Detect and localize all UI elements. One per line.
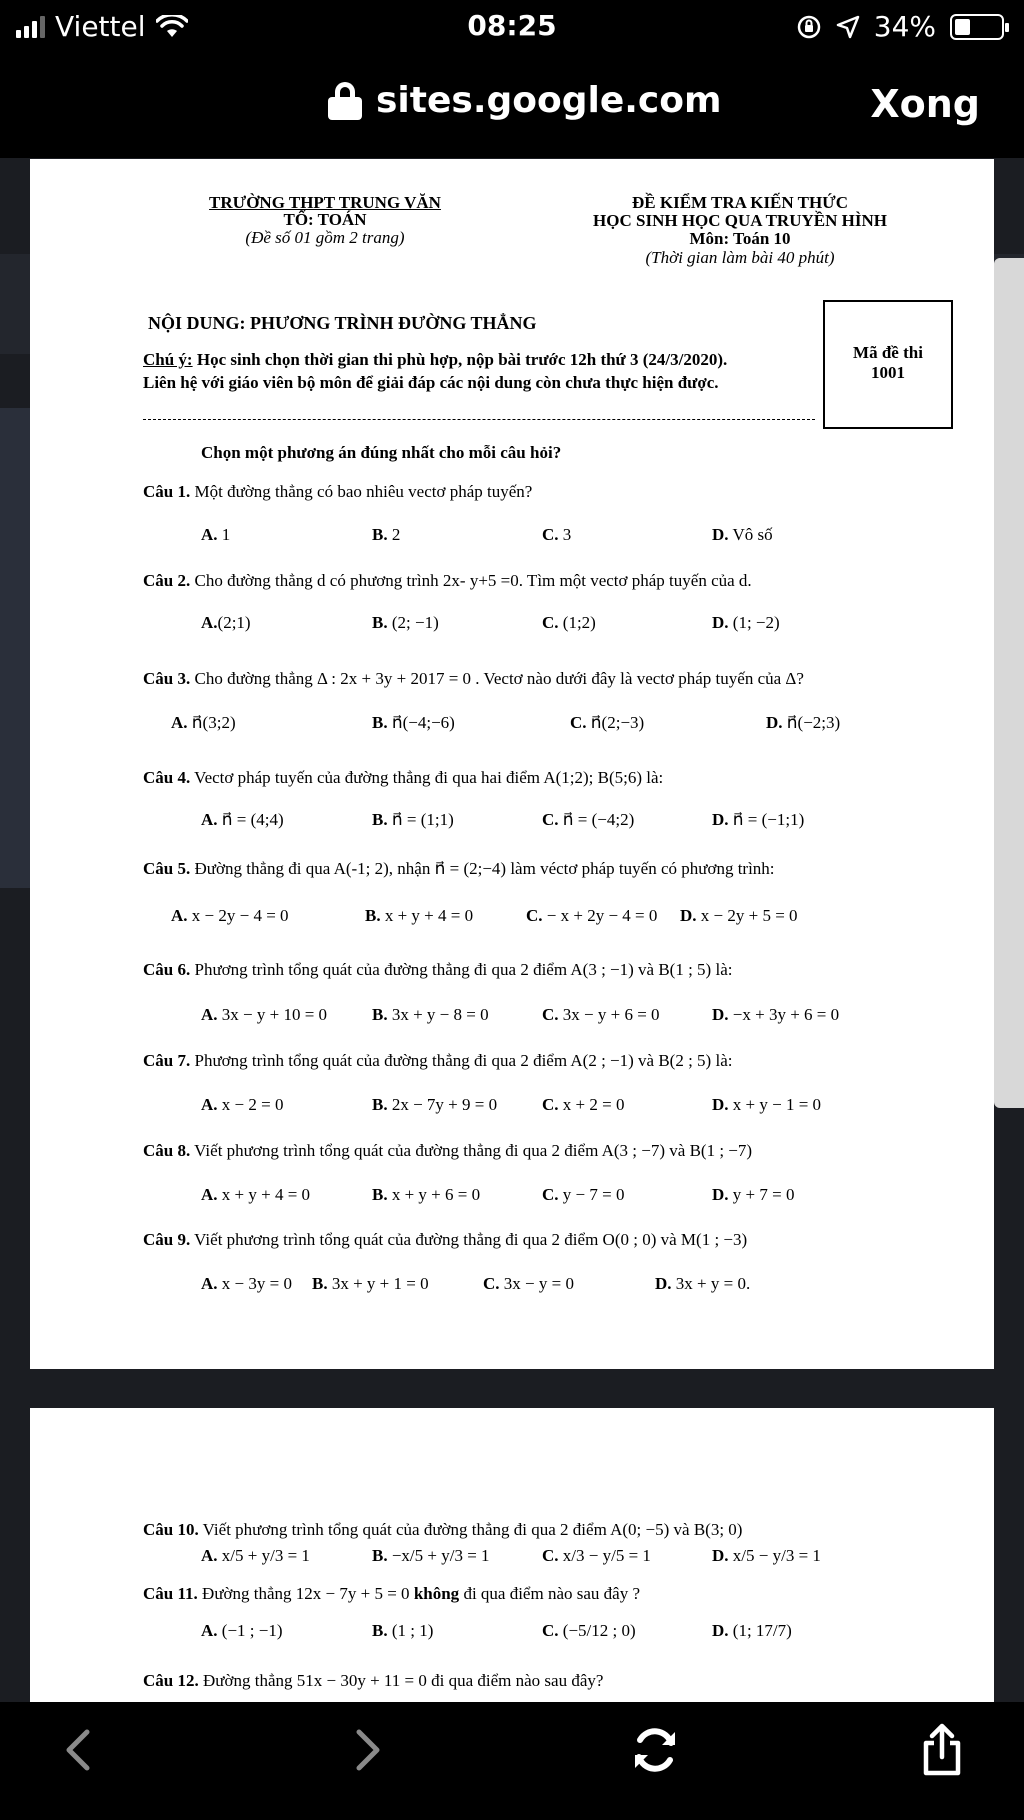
question-7-option-a: A. x − 2 = 0 <box>201 1095 284 1114</box>
question-5-option-d: D. x − 2y + 5 = 0 <box>680 906 798 925</box>
question-2: Câu 2. Cho đường thẳng d có phương trình 2x- y+5 =0. Tìm một vectơ pháp tuyến của d. <box>143 571 752 590</box>
battery-percent: 34% <box>873 10 936 43</box>
question-3-option-a: A. n⃗(3;2) <box>171 713 236 732</box>
status-bar <box>0 0 1024 54</box>
question-10-option-c: C. x/3 − y/5 = 1 <box>542 1546 651 1565</box>
question-4-option-c: C. n⃗ = (−4;2) <box>542 810 635 829</box>
exam-code-value: 1001 <box>871 363 905 382</box>
back-button[interactable] <box>18 1702 138 1798</box>
exam-code-box <box>823 300 953 429</box>
content-heading: NỘI DUNG: PHƯƠNG TRÌNH ĐƯỜNG THẲNG <box>148 313 537 333</box>
web-content[interactable] <box>0 158 1024 1702</box>
question-3: Câu 3. Cho đường thẳng Δ : 2x + 3y + 2017 = 0 . Vectơ nào dưới đây là vectơ pháp tuyến của Δ? <box>143 669 804 688</box>
question-9-option-c: C. 3x − y = 0 <box>483 1274 574 1293</box>
url-display[interactable] <box>328 80 722 121</box>
question-8-option-c: C. y − 7 = 0 <box>542 1185 625 1204</box>
question-5-option-a: A. x − 2y − 4 = 0 <box>171 906 289 925</box>
question-11-option-b: B. (1 ; 1) <box>372 1621 434 1640</box>
share-button[interactable] <box>882 1702 1002 1798</box>
chevron-left-icon <box>63 1728 93 1772</box>
question-6-option-d: D. −x + 3y + 6 = 0 <box>712 1005 840 1024</box>
orientation-lock-icon <box>796 14 822 40</box>
pages-note: (Đề số 01 gồm 2 trang) <box>245 228 405 247</box>
school-name: TRƯỜNG THPT TRUNG VĂN <box>209 193 441 212</box>
question-9-option-a: A. x − 3y = 0 <box>201 1274 292 1293</box>
reload-icon <box>628 1723 682 1777</box>
url-text: sites.google.com <box>376 80 722 121</box>
question-1-option-c: C. 3 <box>542 525 572 544</box>
done-button[interactable]: Xong <box>870 82 980 126</box>
question-2-option-d: D. (1; −2) <box>712 613 780 632</box>
question-2-option-b: B. (2; −1) <box>372 613 439 632</box>
clock: 08:25 <box>467 9 557 42</box>
reload-button[interactable] <box>595 1702 715 1798</box>
exam-title-line-1: ĐỀ KIỂM TRA KIẾN THỨC <box>631 193 848 212</box>
question-3-option-b: B. n⃗(−4;−6) <box>372 713 455 732</box>
question-10-option-a: A. x/5 + y/3 = 1 <box>201 1546 310 1565</box>
question-10-option-d: D. x/5 − y/3 = 1 <box>712 1546 821 1565</box>
question-2-option-a: A.(2;1) <box>201 613 251 632</box>
browser-toolbar <box>0 1702 1024 1820</box>
question-8-option-a: A. x + y + 4 = 0 <box>201 1185 311 1204</box>
question-11: Câu 11. Đường thẳng 12x − 7y + 5 = 0 không đi qua điểm nào sau đây ? <box>143 1584 640 1603</box>
question-4-option-b: B. n⃗ = (1;1) <box>372 810 454 829</box>
address-bar <box>0 54 1024 158</box>
divider <box>143 419 815 420</box>
question-3-option-c: C. n⃗(2;−3) <box>570 713 645 732</box>
question-10: Câu 10. Viết phương trình tổng quát của đường thẳng đi qua 2 điểm A(0; −5) và B(3; 0) <box>143 1520 743 1539</box>
home-indicator <box>362 1808 662 1814</box>
question-6-option-a: A. 3x − y + 10 = 0 <box>201 1005 328 1024</box>
subject: Môn: Toán 10 <box>689 229 791 248</box>
duration: (Thời gian làm bài 40 phút) <box>645 248 835 267</box>
document-page-2 <box>30 1408 994 1702</box>
note-line-2: Liên hệ với giáo viên bộ môn để giải đáp các nội dung còn chưa thực hiện được. <box>143 373 719 392</box>
document-page-1 <box>30 159 994 1369</box>
forward-button[interactable] <box>308 1702 428 1798</box>
exam-code-label: Mã đề thi <box>853 343 923 362</box>
question-6-option-c: C. 3x − y + 6 = 0 <box>542 1005 660 1024</box>
question-1: Câu 1. Một đường thẳng có bao nhiêu vectơ pháp tuyến? <box>143 482 533 501</box>
question-4-option-d: D. n⃗ = (−1;1) <box>712 810 805 829</box>
question-9-option-d: D. 3x + y = 0. <box>655 1274 751 1293</box>
question-1-option-d: D. Vô số <box>712 525 773 544</box>
question-8-option-b: B. x + y + 6 = 0 <box>372 1185 481 1204</box>
share-icon <box>920 1723 964 1777</box>
question-6-option-b: B. 3x + y − 8 = 0 <box>372 1005 489 1024</box>
exam-title-line-2: HỌC SINH HỌC QUA TRUYỀN HÌNH <box>593 211 887 230</box>
lock-icon <box>328 82 362 120</box>
question-8-option-d: D. y + 7 = 0 <box>712 1185 795 1204</box>
question-11-option-c: C. (−5/12 ; 0) <box>542 1621 636 1640</box>
question-8: Câu 8. Viết phương trình tổng quát của đường thẳng đi qua 2 điểm A(3 ; −7) và B(1 ; −7) <box>143 1141 753 1160</box>
instruction: Chọn một phương án đúng nhất cho mỗi câu hỏi? <box>201 443 562 462</box>
battery-icon <box>950 14 1004 40</box>
question-9-option-b: B. 3x + y + 1 = 0 <box>312 1274 429 1293</box>
note-line-1: Chú ý: Học sinh chọn thời gian thi phù hợp, nộp bài trước 12h thứ 3 (24/3/2020). <box>143 350 728 369</box>
question-11-option-a: A. (−1 ; −1) <box>201 1621 283 1640</box>
question-7-option-c: C. x + 2 = 0 <box>542 1095 625 1114</box>
location-icon <box>836 15 860 39</box>
carrier-name: Viettel <box>55 10 146 43</box>
question-5-option-c: C. − x + 2y − 4 = 0 <box>526 906 658 925</box>
question-4: Câu 4. Vectơ pháp tuyến của đường thẳng đi qua hai điểm A(1;2); B(5;6) là: <box>143 768 664 787</box>
department: TỔ: TOÁN <box>283 210 367 229</box>
question-11-option-d: D. (1; 17/7) <box>712 1621 792 1640</box>
question-12: Câu 12. Đường thẳng 51x − 30y + 11 = 0 đi qua điểm nào sau đây? <box>143 1671 604 1690</box>
question-1-option-b: B. 2 <box>372 525 401 544</box>
question-4-option-a: A. n⃗ = (4;4) <box>201 810 284 829</box>
question-2-option-c: C. (1;2) <box>542 613 596 632</box>
question-7: Câu 7. Phương trình tổng quát của đường thẳng đi qua 2 điểm A(2 ; −1) và B(2 ; 5) là: <box>143 1051 733 1070</box>
question-1-option-a: A. 1 <box>201 525 231 544</box>
scroll-indicator <box>994 258 1024 1108</box>
chevron-right-icon <box>353 1728 383 1772</box>
question-3-option-d: D. n⃗(−2;3) <box>766 713 841 732</box>
question-6: Câu 6. Phương trình tổng quát của đường thẳng đi qua 2 điểm A(3 ; −1) và B(1 ; 5) là: <box>143 960 733 979</box>
question-7-option-b: B. 2x − 7y + 9 = 0 <box>372 1095 498 1114</box>
question-7-option-d: D. x + y − 1 = 0 <box>712 1095 822 1114</box>
question-5: Câu 5. Đường thẳng đi qua A(-1; 2), nhận n⃗ = (2;−4) làm véctơ pháp tuyến có phương trình: <box>143 859 775 878</box>
question-5-option-b: B. x + y + 4 = 0 <box>365 906 474 925</box>
question-9: Câu 9. Viết phương trình tổng quát của đường thẳng đi qua 2 điểm O(0 ; 0) và M(1 ; −3) <box>143 1230 748 1249</box>
question-10-option-b: B. −x/5 + y/3 = 1 <box>372 1546 490 1565</box>
